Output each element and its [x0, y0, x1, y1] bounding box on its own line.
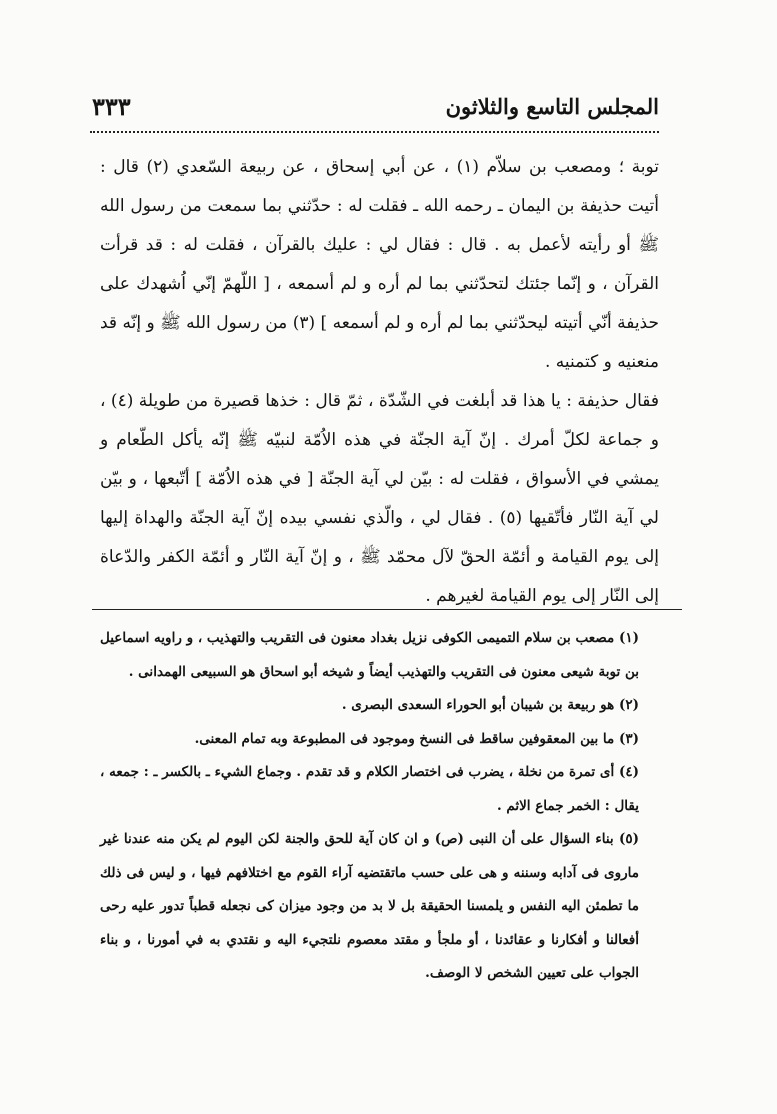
page-number: ٣٣٣	[92, 92, 131, 121]
footnotes	[100, 622, 657, 991]
page-header	[92, 90, 659, 126]
footnote-divider	[92, 609, 682, 610]
chapter-title: المجلس التاسع والثلاثون	[445, 94, 659, 119]
footnote: (٣) ما بين المعقوفين ساقط فى النسخ وموجود فى المطبوعة وبه تمام المعنى.	[194, 730, 639, 747]
header-dotted-rule	[90, 131, 659, 133]
footnote: (٢) هو ربيعة بن شيبان أبو الحوراء السعدى البصرى .	[341, 697, 639, 713]
main-text	[100, 148, 659, 616]
body-paragraph: فقال حذيفة : يا هذا قد أبلغت في الشّدّة ، ثمّ قال : خذها قصيرة من طويلة (٤) ، و جماعة لكلّ أمرك . إنّ آية الجنّة في هذه الاُمّة لنبيّه ﷺ إنّه يأكل الطّعام و يمشي في الأسواق ، فقلت له : بيّن لي آية الجنّة [ في هذه الاُمّة ] أتّبعها ، و بيّن لي آية النّار فأتّقيها (٥) . فقال لي ، والّذي نفسي بيده إنّ آية الجنّة والهداة إليها إلى يوم القيامة و أئمّة الحقّ لآل محمّد ﷺ ، و إنّ آية النّار و أئمّة الكفر والدّعاة إلى النّار إلى يوم القيامة لغيرهم .	[100, 391, 659, 606]
body-paragraph: توبة ؛ ومصعب بن سلاّم (١) ، عن أبي إسحاق ، عن ربيعة السّعدي (٢) قال : أتيت حذيفة بن اليمان ـ رحمه الله ـ فقلت له : حدّثني بما سمعت من رسول الله ﷺ أو رأيته لأعمل به . قال : فقال لي : عليك بالقرآن ، فقلت له : قد قرأت القرآن ، و إنّما جئتك لتحدّثني بما لم أره و لم أسمعه ، [ اللّهمّ إنّي اُشهدك على حذيفة أنّي أتيته ليحدّثني بما لم أره و لم أسمعه ] (٣) من رسول الله ﷺ و إنّه قد منعنيه و كتمنيه .	[100, 157, 660, 372]
footnote: (٥) بناء السؤال على أن النبى (ص) و ان كان آية للحق والجنة لكن اليوم لم يكن منه عندنا غير ماروى فى آدابه وسننه و هى على حسب ماتقتضيه آراء القوم مع اختلافهم فيها ، و ليس فى ذلك ما تطمئن اليه النفس و يلمسنا الحقيقة بل لا بد من وجود ميزان كى نجعله قطباً تدور عليه رحى أفعالنا و أفكارنا و عقائدنا ، أو ملجأ و مقتد معصوم نلتجيء اليه و نقتدي به في أمورنا ، و بناء الجواب على تعيين الشخص لا الوصف.	[100, 831, 639, 981]
footnote: (٤) أى تمرة من نخلة ، يضرب فى اختصار الكلام و قد تقدم . وجماع الشيء ـ بالكسر ـ : جمعه ، يقال : الخمر جماع الاثم .	[100, 764, 639, 814]
footnote: (١) مصعب بن سلام التميمى الكوفى نزيل بغداد معنون فى التقريب والتهذيب ، و راويه اسماعيل بن توبة شيعى معنون فى التقريب والتهذيب أيضاً و شيخه أبو اسحاق هو السبيعى الهمدانى .	[100, 630, 639, 680]
